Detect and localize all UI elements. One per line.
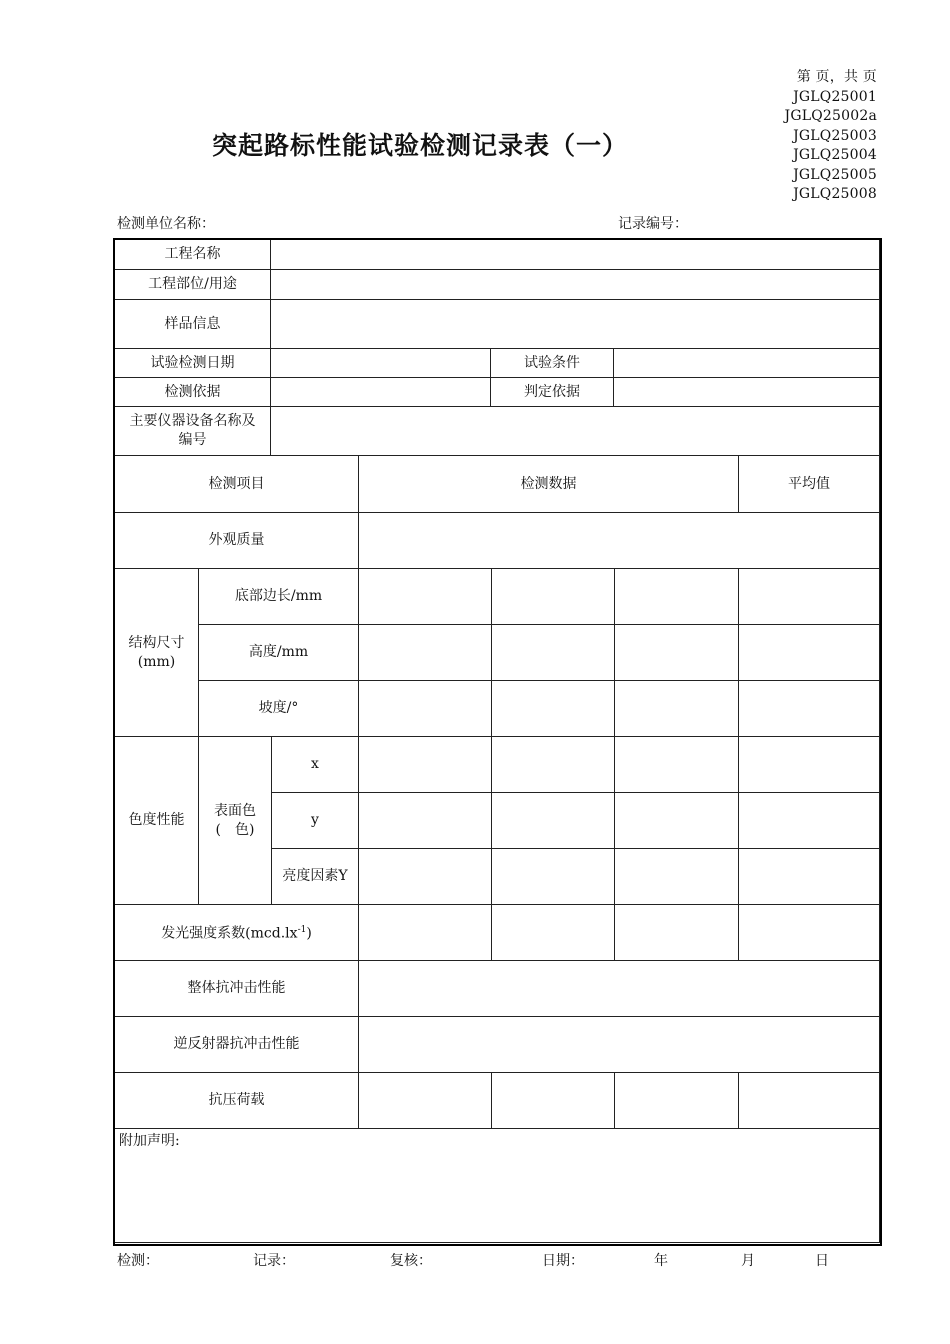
surface-color-label: 表面色 ( 色)	[199, 737, 272, 905]
form-code: JGLQ25004	[793, 147, 877, 163]
chroma-label: 色度性能	[115, 737, 199, 905]
day-label: 日	[815, 1253, 829, 1269]
data-cell[interactable]	[615, 569, 739, 625]
year-label: 年	[654, 1253, 668, 1269]
data-cell[interactable]	[615, 625, 739, 681]
appearance-field[interactable]	[359, 513, 880, 569]
judge-basis-label: 判定依据	[491, 378, 614, 407]
data-cell[interactable]	[359, 1073, 492, 1129]
month-label: 月	[741, 1253, 755, 1269]
impact-retro-field[interactable]	[359, 1017, 880, 1073]
date-label: 日期：	[542, 1253, 584, 1269]
judge-basis-field[interactable]	[614, 378, 880, 407]
form-code: JGLQ25002a	[784, 108, 877, 124]
col-header-item: 检测项目	[115, 456, 359, 513]
data-cell[interactable]	[359, 569, 492, 625]
height-label: 高度/mm	[199, 625, 359, 681]
data-cell[interactable]	[492, 905, 615, 961]
data-cell[interactable]	[492, 793, 615, 849]
col-header-average: 平均值	[739, 456, 880, 513]
average-cell[interactable]	[739, 849, 880, 905]
data-cell[interactable]	[615, 737, 739, 793]
project-part-field[interactable]	[271, 270, 880, 300]
data-cell[interactable]	[359, 625, 492, 681]
structure-label: 结构尺寸 (mm)	[115, 569, 199, 737]
project-name-field[interactable]	[271, 240, 880, 270]
tester-label: 检测：	[117, 1253, 159, 1269]
recorder-label: 记录：	[253, 1253, 295, 1269]
data-cell[interactable]	[492, 849, 615, 905]
slope-label: 坡度/°	[199, 681, 359, 737]
additional-statement-label: 附加声明:	[119, 1133, 180, 1149]
data-cell[interactable]	[615, 1073, 739, 1129]
data-cell[interactable]	[492, 681, 615, 737]
sample-info-label: 样品信息	[115, 300, 271, 349]
impact-whole-field[interactable]	[359, 961, 880, 1017]
data-cell[interactable]	[492, 737, 615, 793]
reviewer-label: 复核：	[390, 1253, 432, 1269]
base-edge-label: 底部边长/mm	[199, 569, 359, 625]
data-cell[interactable]	[615, 793, 739, 849]
data-cell[interactable]	[359, 849, 492, 905]
impact-whole-label: 整体抗冲击性能	[115, 961, 359, 1017]
luminance-label: 亮度因素Y	[272, 849, 359, 905]
average-cell[interactable]	[739, 681, 880, 737]
page-number: 第 页，共 页	[796, 69, 877, 85]
data-cell[interactable]	[359, 905, 492, 961]
form-code: JGLQ25005	[793, 166, 877, 183]
impact-retro-label: 逆反射器抗冲击性能	[115, 1017, 359, 1073]
data-table	[114, 455, 880, 1243]
project-name-label: 工程名称	[115, 240, 271, 270]
luminous-intensity-label: 发光强度系数$(mcd.lx^{-1})$	[115, 905, 359, 961]
average-cell[interactable]	[739, 625, 880, 681]
equipment-field[interactable]	[271, 407, 880, 456]
data-cell[interactable]	[615, 905, 739, 961]
average-cell[interactable]	[739, 737, 880, 793]
appearance-label: 外观质量	[115, 513, 359, 569]
data-cell[interactable]	[615, 849, 739, 905]
average-cell[interactable]	[739, 1073, 880, 1129]
data-cell[interactable]	[492, 569, 615, 625]
test-basis-label: 检测依据	[115, 378, 271, 407]
data-cell[interactable]	[615, 681, 739, 737]
data-cell[interactable]	[492, 625, 615, 681]
data-cell[interactable]	[492, 1073, 615, 1129]
sample-info-field[interactable]	[271, 300, 880, 349]
test-date-field[interactable]	[271, 349, 491, 378]
form-code: JGLQ25003	[793, 127, 877, 144]
form-code: JGLQ25001	[793, 88, 877, 105]
test-basis-field[interactable]	[271, 378, 491, 407]
compression-label: 抗压荷载	[115, 1073, 359, 1129]
data-cell[interactable]	[359, 681, 492, 737]
form-code: JGLQ25008	[793, 186, 877, 202]
col-header-data: 检测数据	[359, 456, 739, 513]
page-info	[740, 68, 877, 205]
page-title: 突起路标性能试验检测记录表（一）	[211, 131, 628, 160]
info-table	[114, 239, 880, 456]
average-cell[interactable]	[739, 793, 880, 849]
data-cell[interactable]	[359, 793, 492, 849]
record-number-label: 记录编号：	[618, 216, 688, 232]
x-label: x	[272, 737, 359, 793]
additional-statement[interactable]	[115, 1129, 880, 1243]
equipment-label: 主要仪器设备名称及 编号	[115, 407, 271, 456]
unit-name-label: 检测单位名称：	[117, 216, 215, 232]
average-cell[interactable]	[739, 905, 880, 961]
y-label: y	[272, 793, 359, 849]
test-date-label: 试验检测日期	[115, 349, 271, 378]
test-condition-label: 试验条件	[491, 349, 614, 378]
test-condition-field[interactable]	[614, 349, 880, 378]
project-part-label: 工程部位/用途	[115, 270, 271, 300]
average-cell[interactable]	[739, 569, 880, 625]
data-cell[interactable]	[359, 737, 492, 793]
